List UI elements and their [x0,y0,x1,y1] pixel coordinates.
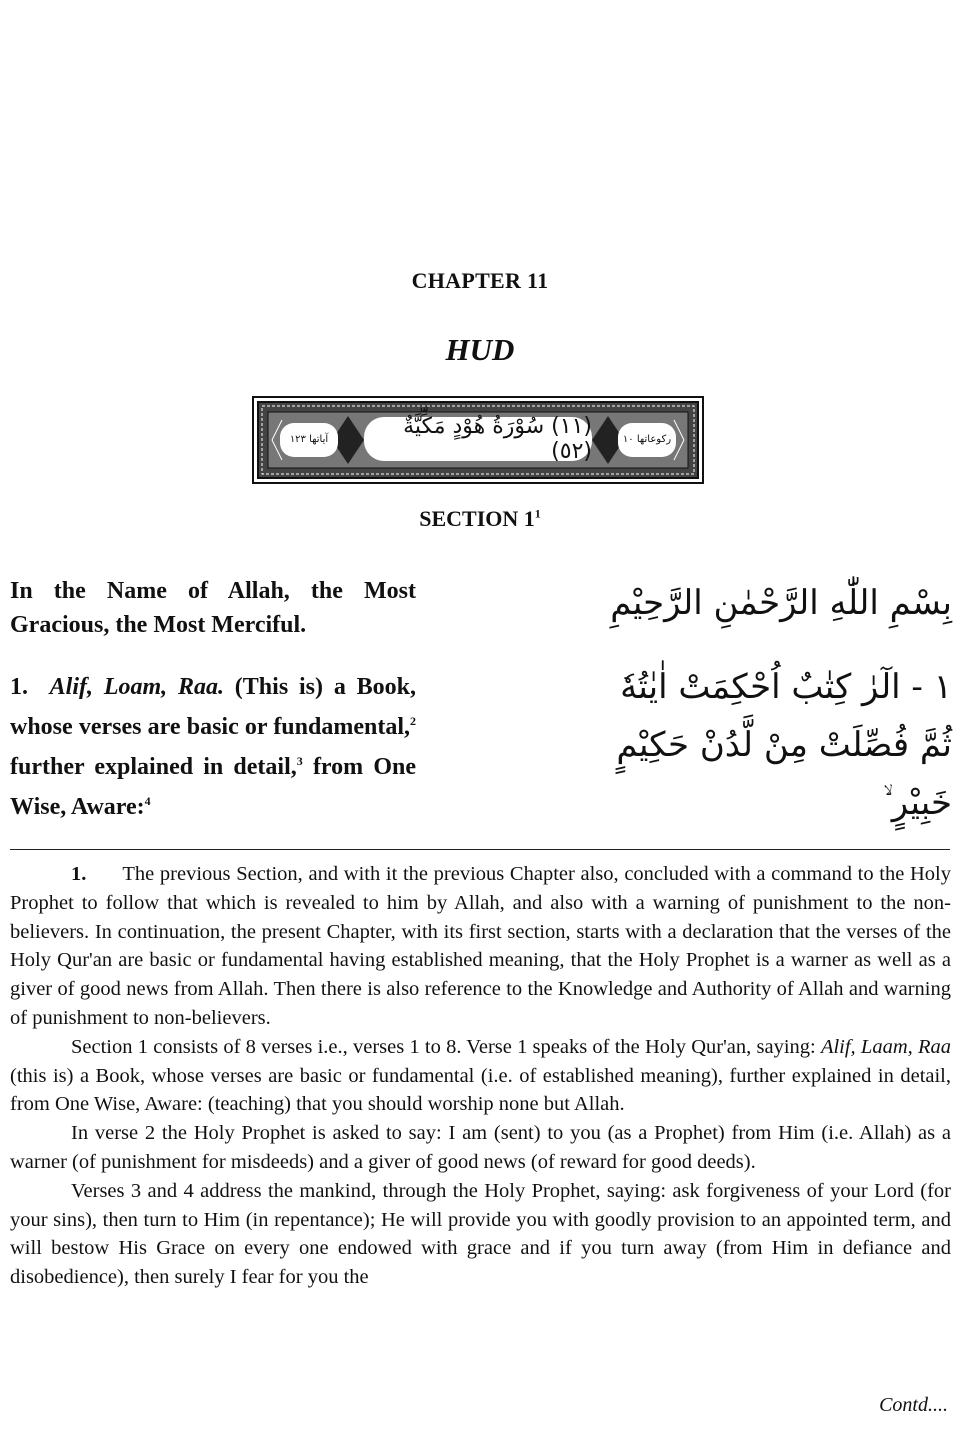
banner-ruku-count: ركوعاتها ١٠ [618,423,676,457]
footnote-divider [10,849,950,850]
footnote-text: (this is) a Book, whose verses are basic or fundamental (i.e. of established meaning), further explained in detail, from One Wise, Aware: (teaching) that you should worship none but Allah. [10,1064,951,1116]
footnote-paragraph: In verse 2 the Holy Prophet is asked to say: I am (sent) to you (as a Prophet) from Him (i.e. Allah) as a warner (of punishment for misdeeds) and a giver of good news (of reward for good deeds). [10,1122,951,1173]
footnote-paragraph [10,860,951,1033]
verse-text-part-c: from One Wise, Aware: [10,754,416,820]
footnote-number: 1. [71,863,87,885]
section-heading-text: SECTION 1 [419,506,535,531]
footnotes [10,860,951,1292]
verse-1-arabic: ١ - الٓرٰ كِتٰبٌ اُحْكِمَتْ اٰيٰتُهٗ ثُمَّ فُصِّلَتْ مِنْ لَّدُنْ حَكِيْمٍ خَبِيْرٍ ۙ [616,667,952,823]
footnote-paragraph [10,1033,951,1119]
section-heading [0,506,960,532]
footnote-paragraph: Verses 3 and 4 address the mankind, through the Holy Prophet, saying: ask forgiveness of your Lord (for your sins), then turn to Him (in repentance); He will provide you with goodly provision to an appointed term, and will bestow His Grace on every one endowed with grace and if you turn away (from Him in defiance and disobedience), then surely I fear for you the [10,1179,951,1289]
verse-number: 1. [10,674,28,700]
chapter-label: CHAPTER 11 [411,268,549,293]
footnote-ref-1: 1 [534,506,541,521]
chapter-name: HUD [445,332,515,367]
footnote-text: The previous Section, and with it the previous Chapter also, concluded with a command to the Holy Prophet to follow that which is revealed to him by Allah, and also with a warning of punishment to the non-believers. In continuation, the present Chapter, with its first section, starts with a declaration that the verses of the Holy Qur'an are basic or fundamental having established meaning, that the Holy Prophet is a warner as well as a giver of good news from Allah. Then there is also reference to the Knowledge and Authority of Allah and warning of punishment to non-believers. [10,863,951,1029]
verse-text-part-b: further explained in detail, [10,754,297,780]
basmala-arabic: بِسْمِ اللّٰهِ الرَّحْمٰنِ الرَّحِيْمِ [610,583,952,623]
banner-surah-title: (١١) سُوْرَةُ هُوْدٍ مَكِّيَّةٌ (٥٢) [364,417,592,461]
banner-ayat-count: آياتها ١٢٣ [280,423,338,457]
footnote-ref-2: 2 [410,714,416,728]
verse-text-part-a: (This is) a Book, whose verses are basic or fundamental, [10,674,416,740]
verse-1-english [10,670,416,824]
basmala-english: In the Name of Allah, the Most Gracious, the Most Merciful. [10,578,416,638]
footnote-ref-3: 3 [296,754,303,768]
footnote-italic-text: Alif, Laam, Raa [820,1035,951,1058]
footnote-ref-4: 4 [144,794,151,808]
continued-marker: Contd.... [879,1394,948,1416]
verse-italic-letters: Alif, Loam, Raa. [49,674,224,700]
surah-banner [252,396,704,484]
footnote-text: Section 1 consists of 8 verses i.e., verses 1 to 8. Verse 1 speaks of the Holy Qur'an, saying: [71,1035,821,1058]
